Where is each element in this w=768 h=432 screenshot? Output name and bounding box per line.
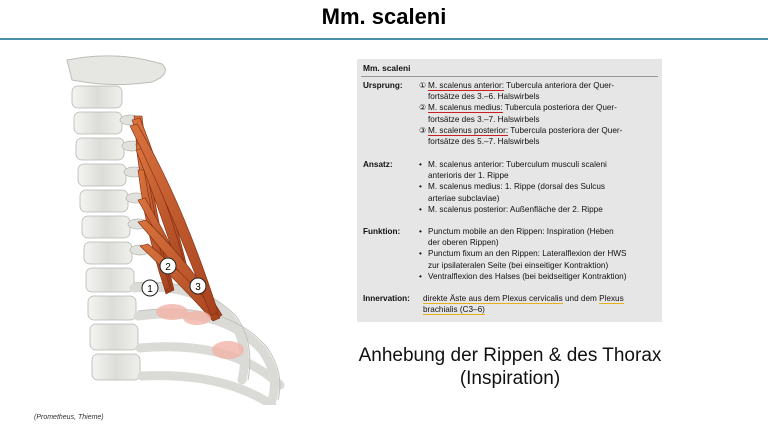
marker-2 xyxy=(160,258,176,274)
caption-line-1: Anhebung der Rippen & des Thorax xyxy=(358,345,662,366)
ursprung-item: ① M. scalenus anterior: Tubercula anteriora der Quer- fortsätze des 3.–6. Halswirbels xyxy=(419,81,615,102)
image-credit: (Prometheus, Thieme) xyxy=(34,414,104,421)
funktion-item: • Punctum fixum an den Rippen: Lateralflexion der HWS zur ipsilateralen Seite (bei einseitiger Kontraktion) xyxy=(419,249,627,270)
scalene-muscles-illustration xyxy=(22,50,292,405)
table-title: Mm. scaleni xyxy=(363,63,411,73)
svg-text:1: 1 xyxy=(147,284,153,295)
funktion-item: • Ventralflexion des Halses (bei beidseitiger Kontraktion) xyxy=(419,271,627,281)
marker-3 xyxy=(190,278,206,294)
ursprung-item: ② M. scalenus medius: Tubercula posteriora der Quer- fortsätze des 3.–7. Halswirbels xyxy=(419,103,617,124)
marker-1 xyxy=(142,280,158,296)
innervation-text: direkte Äste aus dem Plexus cervicalis und dem Plexus brachialis (C3–6) xyxy=(423,294,624,315)
ansatz-item: • M. scalenus medius: 1. Rippe (dorsal des Sulcus arteriae subclaviae) xyxy=(419,182,606,203)
slide-caption xyxy=(305,344,715,390)
slide-title: Mm. scaleni xyxy=(321,4,447,29)
label-ansatz: Ansatz: xyxy=(363,160,393,169)
label-funktion: Funktion: xyxy=(363,227,401,236)
ansatz-item: • M. scalenus posterior: Außenfläche der 2. Rippe xyxy=(419,204,603,214)
label-ursprung: Ursprung: xyxy=(363,81,403,90)
title-divider xyxy=(0,38,768,40)
table-divider xyxy=(361,76,658,77)
ansatz-item: • M. scalenus anterior: Tuberculum musculi scaleni anterioris der 1. Rippe xyxy=(419,160,607,181)
muscle-info-table xyxy=(357,59,662,322)
label-innervation: Innervation: xyxy=(363,294,410,303)
svg-text:2: 2 xyxy=(165,262,171,273)
caption-line-2: (Inspiration) xyxy=(459,368,561,389)
funktion-item: • Punctum mobile an den Rippen: Inspiration (Heben der oberen Rippen) xyxy=(419,227,614,248)
svg-text:3: 3 xyxy=(195,282,201,293)
ursprung-item: ③ M. scalenus posterior: Tubercula posteriora der Quer- fortsätze des 5.–7. Halswirbels xyxy=(419,125,623,147)
